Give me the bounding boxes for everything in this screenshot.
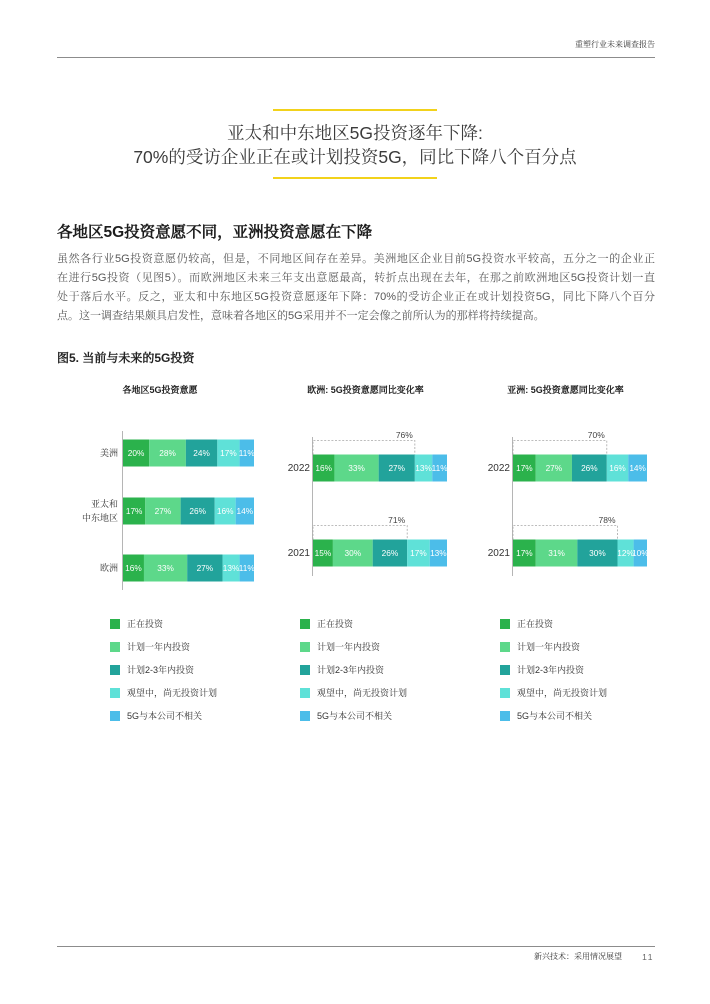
legend-item	[500, 664, 585, 675]
cumulative-bracket	[513, 441, 607, 455]
legend-item	[110, 710, 202, 721]
chart-panel-1	[82, 384, 255, 721]
legend-label: 观望中，尚无投资计划	[517, 688, 608, 699]
data-label: 27%	[154, 506, 172, 516]
header-divider	[57, 57, 655, 58]
chart-title: 欧洲: 5G投资意愿同比变化率	[307, 385, 424, 395]
data-label: 24%	[193, 448, 210, 458]
chart-title: 亚洲: 5G投资意愿同比变化率	[507, 385, 624, 395]
cumulative-bracket	[313, 441, 415, 455]
body-paragraph	[57, 250, 655, 326]
paragraph-line: 点。这一调查结果颇具启发性，意味着各地区的5G采用并不一定会像之前所认为的那样将持续提高。	[57, 310, 545, 322]
legend-label: 5G与本公司不相关	[517, 711, 593, 722]
legend-item	[300, 618, 354, 629]
chart-legend	[110, 618, 217, 721]
legend-item	[300, 641, 381, 652]
legend-swatch	[300, 619, 310, 629]
legend-swatch	[110, 688, 120, 698]
page-title-line-2: 70%的受访企业正在或计划投资5G，同比下降八个百分点	[133, 147, 577, 167]
legend-label: 正在投资	[127, 619, 164, 630]
legend-label: 观望中，尚无投资计划	[317, 688, 408, 699]
data-label: 13%	[415, 463, 432, 473]
data-label: 33%	[348, 463, 365, 473]
legend-label: 计划一年内投资	[127, 642, 191, 653]
data-label: 17%	[220, 448, 237, 458]
legend-swatch	[110, 711, 120, 721]
chart-panel-2	[288, 384, 448, 721]
cumulative-share-label: 76%	[395, 430, 413, 440]
cumulative-share-label: 78%	[598, 515, 616, 525]
legend-item	[110, 618, 164, 629]
data-label: 26%	[581, 463, 598, 473]
cumulative-share-label: 71%	[388, 515, 406, 525]
data-label: 30%	[344, 548, 362, 558]
data-label: 11%	[238, 448, 255, 458]
report-title: 重塑行业未来调查报告	[575, 40, 655, 49]
legend-item	[110, 664, 195, 675]
footer-document-title: 新兴技术：采用情况展望	[534, 952, 622, 961]
legend-label: 正在投资	[517, 619, 554, 630]
data-label: 16%	[125, 563, 142, 573]
data-label: 15%	[314, 548, 332, 558]
figure-caption: 图5. 当前与未来的5G投资	[57, 351, 195, 365]
data-label: 10%	[631, 548, 649, 558]
legend-label: 5G与本公司不相关	[127, 711, 203, 722]
legend-label: 计划一年内投资	[317, 642, 381, 653]
legend-item	[300, 710, 392, 721]
data-label: 17%	[516, 548, 533, 558]
data-label: 12%	[617, 548, 634, 558]
paragraph-line: 处于落后水平。反之，亚太和中东地区5G投资意愿逐年下降：70%的受访企业正在或计划投资5G，同比下降八个百分	[57, 291, 655, 303]
chart-legend	[300, 618, 407, 721]
legend-item	[300, 664, 385, 675]
legend-swatch	[110, 665, 120, 675]
category-label: 美洲	[99, 448, 118, 458]
category-label: 2021	[287, 548, 310, 559]
data-label: 20%	[127, 448, 145, 458]
category-label: 2022	[287, 463, 310, 474]
legend-label: 正在投资	[317, 619, 354, 630]
legend-label: 计划2-3年内投资	[517, 665, 585, 676]
section-heading: 各地区5G投资意愿不同，亚洲投资意愿在下降	[57, 224, 373, 241]
legend-swatch	[500, 665, 510, 675]
data-label: 17%	[516, 463, 533, 473]
legend-swatch	[300, 665, 310, 675]
legend-swatch	[300, 688, 310, 698]
legend-item	[500, 641, 581, 652]
data-label: 14%	[236, 506, 254, 516]
legend-label: 观望中，尚无投资计划	[127, 688, 218, 699]
title-accent-rule-bottom	[273, 177, 437, 179]
data-label: 27%	[388, 463, 406, 473]
footer-divider	[57, 946, 655, 947]
data-label: 31%	[548, 548, 565, 558]
legend-label: 5G与本公司不相关	[317, 711, 393, 722]
data-label: 16%	[609, 463, 626, 473]
legend-item	[110, 687, 217, 699]
cumulative-bracket	[513, 526, 618, 540]
data-label: 17%	[125, 506, 143, 516]
page-title-line-1: 亚太和中东地区5G投资逐年下降:	[227, 123, 483, 143]
category-label: 亚太和中东地区	[81, 499, 118, 523]
data-label: 13%	[430, 548, 447, 558]
chart-legend	[500, 618, 607, 721]
legend-swatch	[300, 711, 310, 721]
cumulative-bracket	[313, 526, 407, 540]
data-label: 11%	[431, 463, 448, 473]
category-label: 欧洲	[99, 563, 118, 573]
page-number: 11	[642, 952, 654, 962]
legend-item	[300, 687, 407, 699]
data-label: 27%	[545, 463, 563, 473]
legend-swatch	[110, 619, 120, 629]
data-label: 13%	[222, 563, 240, 573]
legend-item	[500, 687, 607, 699]
data-label: 16%	[216, 506, 234, 516]
legend-item	[500, 710, 592, 721]
legend-swatch	[110, 642, 120, 652]
legend-item	[500, 618, 554, 629]
category-label: 2022	[487, 463, 510, 474]
legend-swatch	[500, 642, 510, 652]
legend-label: 计划一年内投资	[517, 642, 581, 653]
legend-swatch	[500, 619, 510, 629]
data-label: 17%	[410, 548, 427, 558]
data-label: 26%	[189, 506, 206, 516]
data-label: 30%	[589, 548, 606, 558]
legend-swatch	[500, 711, 510, 721]
data-label: 11%	[238, 563, 255, 573]
data-label: 14%	[629, 463, 646, 473]
figure-5-charts	[0, 375, 710, 735]
data-label: 26%	[381, 548, 399, 558]
legend-swatch	[500, 688, 510, 698]
legend-label: 计划2-3年内投资	[127, 665, 195, 676]
category-label: 2021	[487, 548, 510, 559]
data-label: 27%	[196, 563, 214, 573]
data-label: 28%	[159, 448, 176, 458]
chart-panel-3	[488, 384, 649, 721]
legend-label: 计划2-3年内投资	[317, 665, 385, 676]
paragraph-line: 虽然各行业5G投资意愿仍较高，但是，不同地区间存在差异。美洲地区企业目前5G投资水平较高，五分之一的企业正	[57, 253, 655, 265]
cumulative-share-label: 70%	[587, 430, 605, 440]
title-accent-rule-top	[273, 109, 437, 111]
chart-title: 各地区5G投资意愿	[122, 385, 198, 395]
paragraph-line: 在进行5G投资（见图5）。而欧洲地区未来三年支出意愿最高，转折点出现在去年，在那之前欧洲地区5G投资计划一直	[57, 272, 655, 284]
legend-item	[110, 641, 191, 652]
legend-swatch	[300, 642, 310, 652]
data-label: 33%	[157, 563, 174, 573]
data-label: 16%	[315, 463, 333, 473]
